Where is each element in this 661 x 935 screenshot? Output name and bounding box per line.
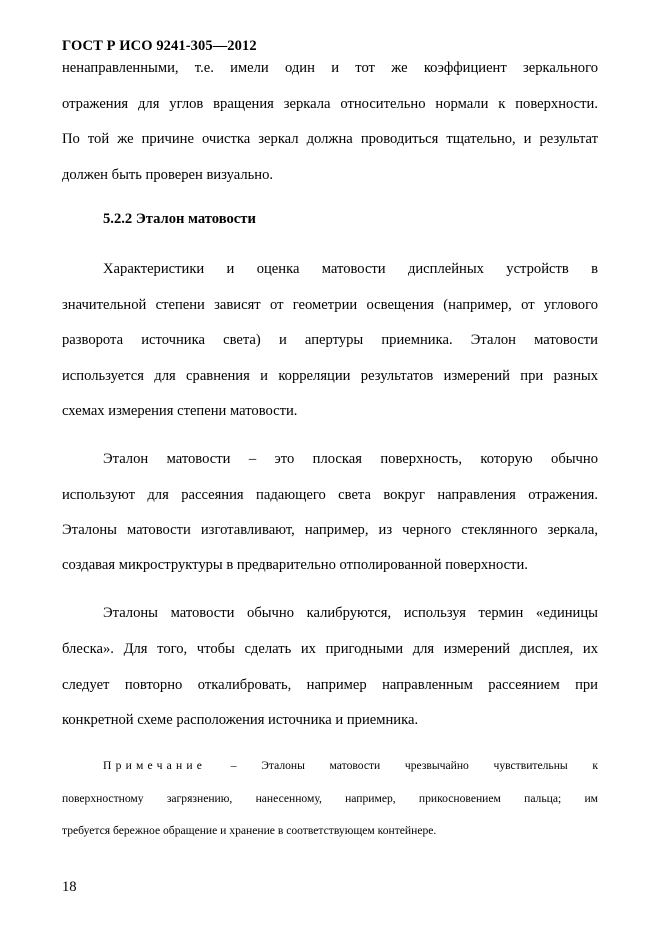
paragraph-line: блеска». Для того, чтобы сделать их пригодными для измерений дисплея, их [62, 641, 598, 657]
paragraph-line: создавая микроструктуры в предварительно отполированной поверхности. [62, 557, 528, 573]
note-label: Примечание [103, 759, 207, 772]
paragraph-line: схемах измерения степени матовости. [62, 403, 298, 419]
paragraph-line: Эталон матовости – это плоская поверхность, которую обычно [103, 451, 598, 467]
paragraph-line: Характеристики и оценка матовости дисплейных устройств в [103, 261, 598, 277]
paragraph-line: разворота источника света) и апертуры приемника. Эталон матовости [62, 332, 598, 348]
section-title: 5.2.2 Эталон матовости [103, 211, 256, 227]
paragraph-line: должен быть проверен визуально. [62, 167, 274, 183]
document-header: ГОСТ Р ИСО 9241-305—2012 [62, 38, 257, 54]
page-number: 18 [62, 879, 77, 895]
note-line: поверхностному загрязнению, нанесенному, например, прикосновением пальца; им [62, 792, 598, 805]
note-line [103, 759, 598, 773]
paragraph-line: ненаправленными, т.е. имели один и тот же коэффициент зеркального [62, 60, 598, 76]
paragraph-line: Эталоны матовости изготавливают, например, из черного стеклянного зеркала, [62, 522, 598, 538]
paragraph-line: используют для рассеяния падающего света вокруг направления отражения. [62, 487, 598, 503]
paragraph-line: По той же причине очистка зеркал должна проводиться тщательно, и результат [62, 131, 598, 147]
paragraph-line: значительной степени зависят от геометрии освещения (например, от углового [62, 297, 598, 313]
paragraph-line: используется для сравнения и корреляции результатов измерений при разных [62, 368, 598, 384]
note-text: – Эталоны матовости чрезвычайно чувствительны к [230, 759, 598, 772]
paragraph-line: Эталоны матовости обычно калибруются, используя термин «единицы [103, 605, 598, 621]
paragraph-line: конкретной схеме расположения источника и приемника. [62, 712, 419, 728]
paragraph-line: отражения для углов вращения зеркала относительно нормали к поверхности. [62, 96, 598, 112]
note-line: требуется бережное обращение и хранение в соответствующем контейнере. [62, 824, 437, 837]
paragraph-line: следует повторно откалибровать, например направленным рассеянием при [62, 677, 598, 693]
